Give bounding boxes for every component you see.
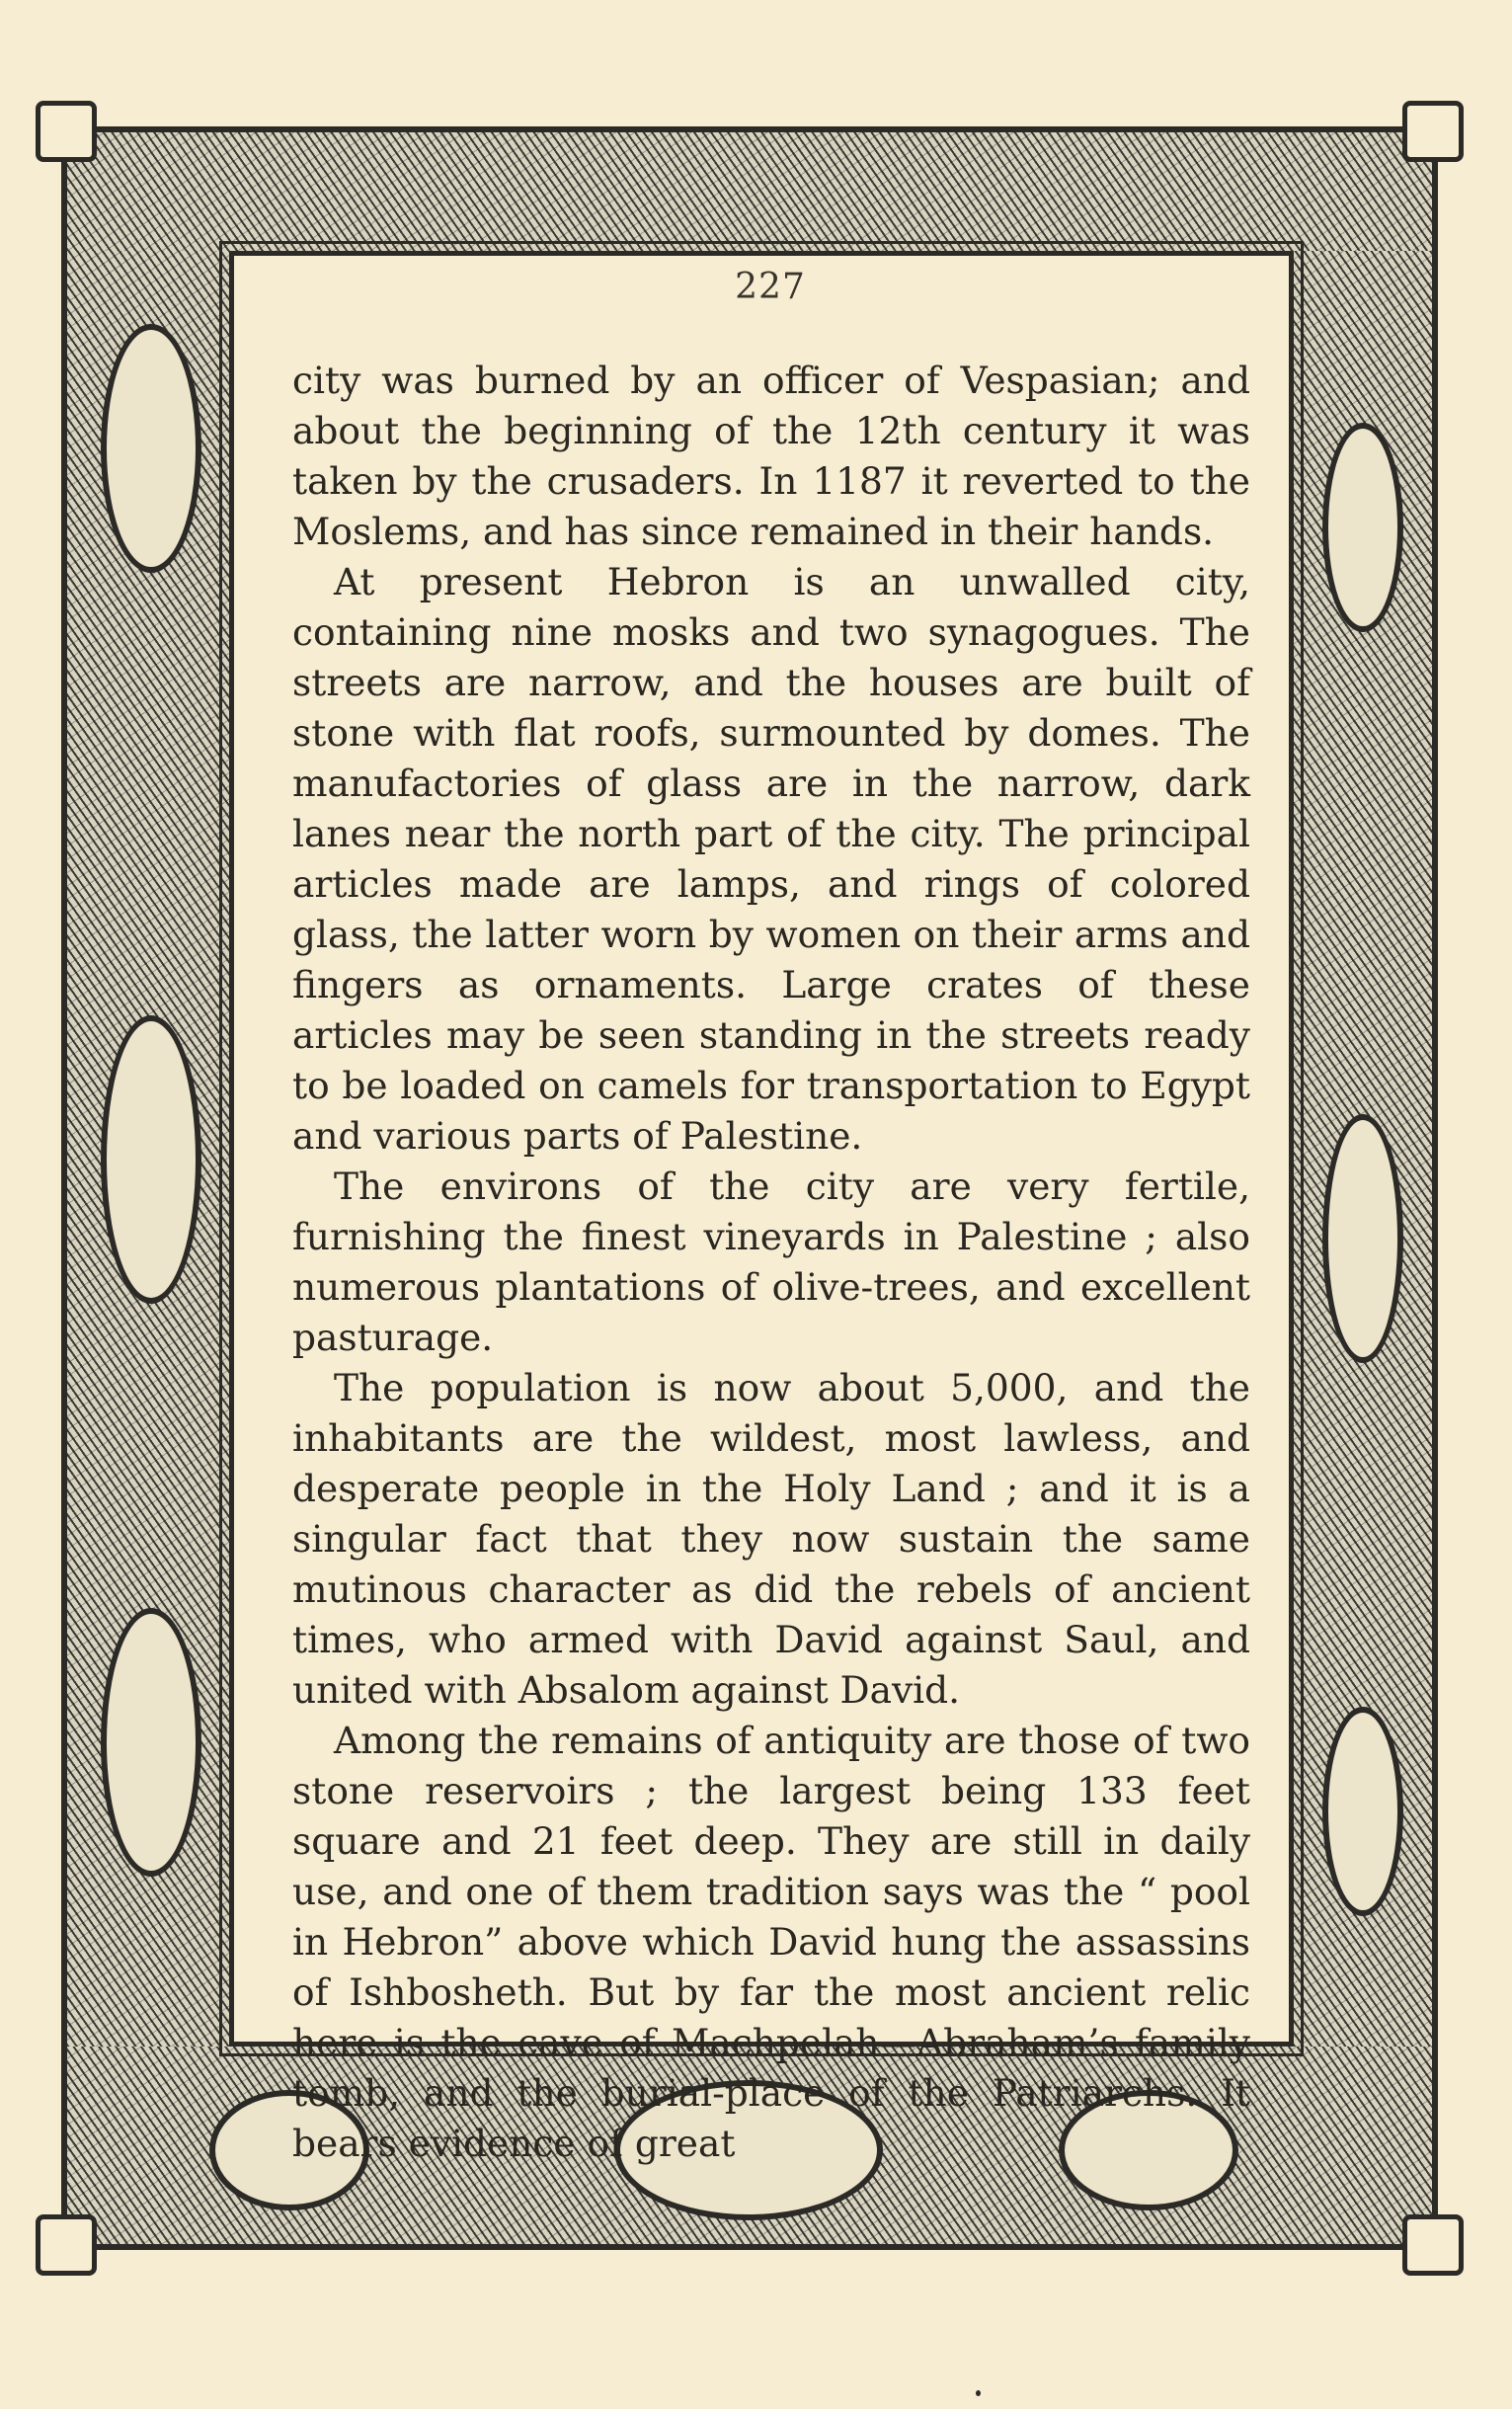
paragraph: city was burned by an officer of Vespasian; and about the beginning of the 12th century it was taken by the crusaders. In 1187 it reverted to the Moslems, and has since remained in their hands. <box>292 359 1250 553</box>
paragraph: Among the remains of antiquity are those of two stone reservoirs ; the largest being 133 feet square and 21 feet deep. They are still in daily use, and one of them tradition says was the “ pool in Hebron” above which David hung the assassins of Ishbosheth. But by far the most ancient relic here is the cave of Machpelah—Abraham’s family tomb, and the burial-place of the Patriarchs. It bears evidence of great <box>292 1719 1250 2165</box>
corner-ornament-top-right <box>1402 101 1464 162</box>
paragraph: The population is now about 5,000, and the inhabitants are the wildest, most lawless, and desperate people in the Holy Land ; and it is a singular fact that they now sustain the same mutinous character as did the rebels of ancient times, who armed with David against Saul, and united with Absalom against David. <box>292 1366 1250 1712</box>
left-swirl-ornament <box>101 1608 201 1877</box>
right-swirl-ornament <box>1322 1114 1403 1363</box>
left-swirl-ornament <box>101 324 201 573</box>
border-top-ornament <box>67 132 1432 251</box>
page-number: 227 <box>735 267 806 307</box>
left-swirl-ornament <box>101 1015 201 1304</box>
ink-speck <box>976 2390 981 2396</box>
corner-ornament-bottom-left <box>36 2214 97 2276</box>
corner-ornament-bottom-right <box>1402 2214 1464 2276</box>
right-swirl-ornament <box>1322 1707 1403 1916</box>
body-text <box>292 356 1250 2169</box>
paragraph: At present Hebron is an unwalled city, containing nine mosks and two synagogues. The streets are narrow, and the houses are built of stone with flat roofs, surmounted by domes. The manufactories of glass are in the narrow, dark lanes near the north part of the city. The principal articles made are lamps, and rings of colored glass, the latter worn by women on their arms and fingers as ornaments. Large crates of these articles may be seen standing in the streets ready to be loaded on camels for transportation to Egypt and various parts of Palestine. <box>292 560 1250 1158</box>
paragraph: The environs of the city are very fertile, furnishing the finest vineyards in Palestine ; also numerous plantations of olive-trees, and excellent pasturage. <box>292 1164 1250 1359</box>
corner-ornament-top-left <box>36 101 97 162</box>
right-swirl-ornament <box>1322 423 1403 632</box>
